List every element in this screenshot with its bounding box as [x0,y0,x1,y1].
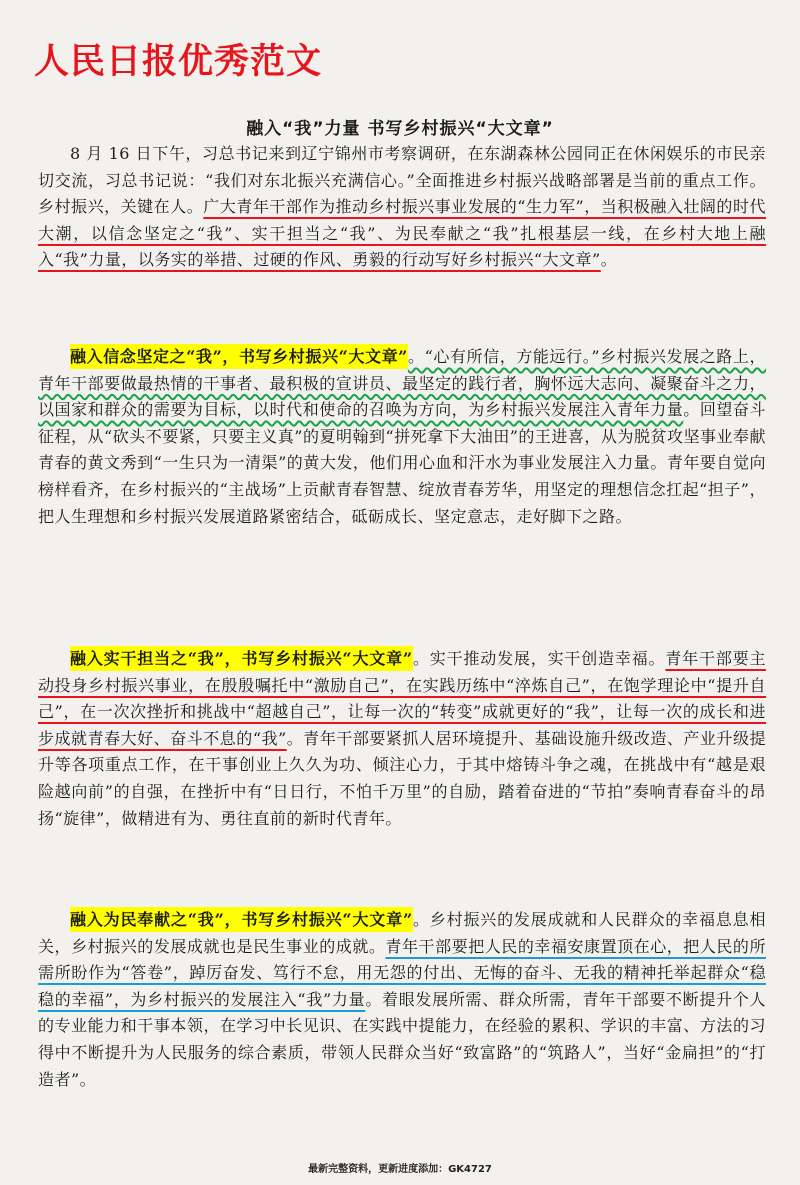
green-wavy-underlined-text: 。“心有所信，方能远行。”乡村振兴发展之路上，青年干部要做最热情的干事者、最积极的宣讲员、最坚定的践行者，胸怀远大志向、凝聚奋斗之力，以国家和群众的需要为目标，以时代和使命的召唤为方向，为乡村振兴发展注入青年力量 [38,347,766,420]
paragraph-service [38,907,766,1093]
section-heading-highlight: 融入实干担当之“我”，书写乡村振兴“大文章” [70,646,413,671]
paragraph-faith [38,344,766,530]
paragraph-body: 。回望奋斗征程，从“砍头不要紧，只要主义真”的夏明翰到“拼死拿下大油田”的王进喜，从为脱贫攻坚事业奉献青春的黄文秀到“一生只为一清渠”的黄大发，他们用心血和汗水为事业发展注入力量。青年要自觉向榜样看齐，在乡村振兴的“主战场”上贡献青春智慧、绽放青春芳华，用坚定的理想信念扛起“担子”，把人生理想和乡村振兴发展道路紧密结合，砥砺成长、坚定意志，走好脚下之路。 [38,400,766,526]
paragraph-body: 。青年干部要紧抓人居环境提升、基础设施升级改造、产业升级提升等各项重点工作，在干事创业上久久为功、倾注心力，于其中熔铸斗争之魂，在挑战中有“越是艰险越向前”的自强，在挫折中有“日日行，不怕千万里”的自励，踏着奋进的“节拍”奏响青春奋斗的昂扬“旋律”，做精进有为、勇往直前的新时代青年。 [38,728,766,828]
article-title: 融入“我”力量 书写乡村振兴“大文章” [246,119,554,139]
intro-text: 8 月 16 日下午，习总书记来到辽宁锦州市考察调研，在东湖森林公园同正在休闲娱乐的市民亲切交流，习总书记说：“我们对东北振兴充满信心。”全面推进乡村振兴战略部署是当前的重点工作。乡村振兴，关键在人。 [38,144,766,217]
blue-underlined-text: 青年干部要把人民的幸福安康置顶在心，把人民的所需所盼作为“答卷”，踔厉奋发、笃行不怠，用无怨的付出、无悔的奋斗、无我的精神托举起群众“稳稳的幸福”，为乡村振兴的发展注入“我”力量 [38,936,766,1009]
paragraph-lead: 。实干推动发展，实干创造幸福。 [412,649,666,668]
red-underlined-text: 青年干部要主动投身乡村振兴事业，在殷殷嘱托中“激励自己”，在实践历练中“淬炼自己”，在饱学理论中“提升自己”，在一次次挫折和挑战中“超越自己”，让每一次的“转变”成就更好的“我”，让每一次的成长和进步成就青春大好、奋斗不息的“我” [38,649,766,748]
red-underlined-text: 广大青年干部作为推动乡村振兴事业发展的“生力军”，当积极融入壮阔的时代大潮，以信念坚定之“我”、实干担当之“我”、为民奉献之“我”扎根基层一线，在乡村大地上融入“我”力量，以务实的举措、过硬的作风、勇毅的行动写好乡村振兴“大文章” [38,197,766,270]
paragraph-action [38,646,766,832]
footer-note: 最新完整资料，更新进度添加：GK4727 [308,1164,492,1175]
paragraph-intro [38,141,766,274]
paragraph-body: 。着眼发展所需、群众所需，青年干部要不断提升个人的专业能力和干事本领，在学习中长见识、在实践中提能力，在经验的累积、学识的丰富、方法的习得中不断提升为人民服务的综合素质，带领人民群众当好“致富路”的“筑路人”，当好“金扁担”的“打造者”。 [38,989,766,1089]
header-title: 人民日报优秀范文 [34,42,323,82]
intro-tail: 。 [600,250,618,270]
paragraph-lead: 。乡村振兴的发展成就和人民群众的幸福息息相关，乡村振兴的发展成就也是民生事业的成就。 [38,910,766,956]
section-heading-highlight: 融入为民奉献之“我”，书写乡村振兴“大文章” [70,907,413,932]
section-heading-highlight: 融入信念坚定之“我”，书写乡村振兴“大文章” [70,344,408,369]
